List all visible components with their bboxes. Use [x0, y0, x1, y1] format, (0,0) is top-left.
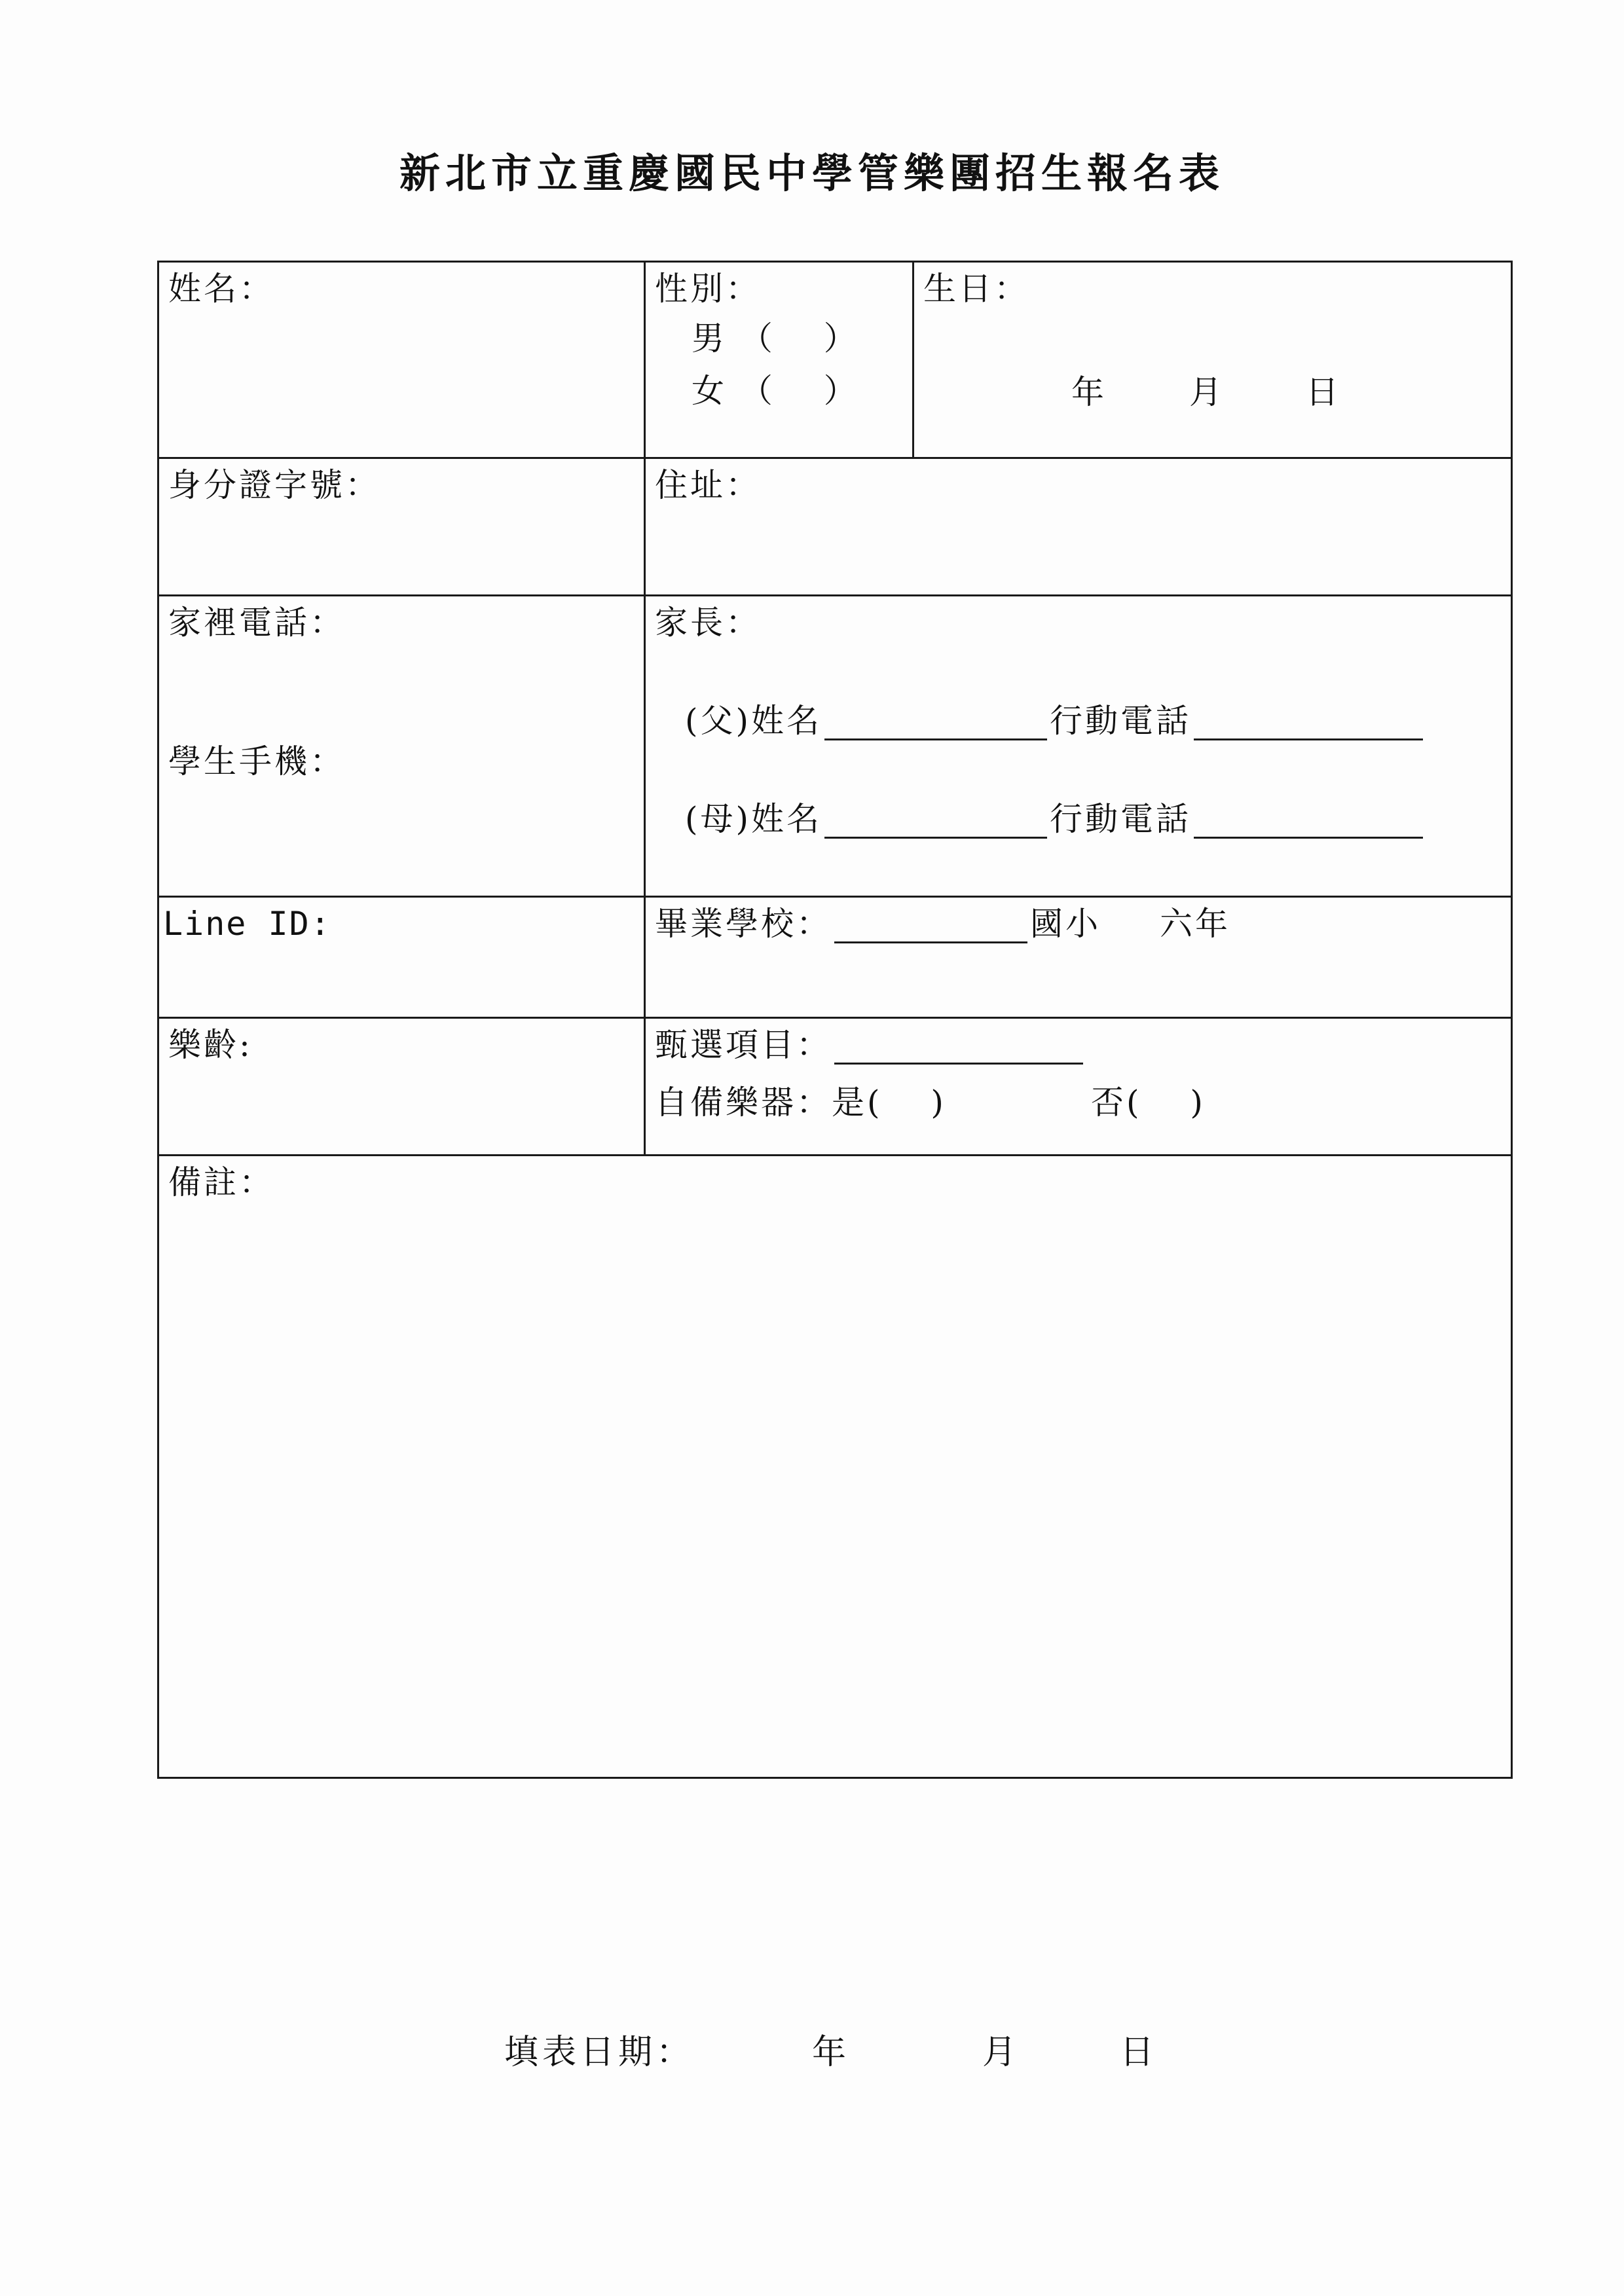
school-line: [655, 904, 1101, 943]
instrument-no-option[interactable]: 否( ): [1091, 1084, 1206, 1121]
registration-form: [157, 261, 1513, 1779]
id-cell[interactable]: [159, 459, 644, 594]
phone-cell: [159, 596, 644, 896]
father-mobile-field[interactable]: [1194, 702, 1423, 740]
row-music: [159, 1019, 1511, 1156]
father-line: [685, 701, 1426, 740]
mother-mobile-label: 行動電話: [1050, 800, 1192, 838]
remarks-cell[interactable]: [159, 1156, 1511, 1777]
name-label: 姓名：: [168, 270, 274, 308]
birthday-day-label: 日: [1306, 373, 1341, 411]
line-id-label: Line ID:: [163, 905, 331, 943]
mother-name-label: (母)姓名: [685, 800, 822, 838]
home-phone-label: 家裡電話：: [168, 604, 345, 642]
fill-date-day: 日: [1120, 2033, 1158, 2072]
audition-label: 甄選項目：: [655, 1026, 832, 1064]
gender-cell: [644, 263, 912, 457]
parent-cell: [644, 596, 1511, 896]
fill-date-year: 年: [812, 2033, 851, 2072]
instrument-yes-option[interactable]: 是( ): [832, 1084, 946, 1121]
music-age-label: 樂齡:: [168, 1026, 253, 1064]
school-suffix: 國小: [1030, 905, 1101, 943]
row-contact: [159, 596, 1511, 898]
mother-name-field[interactable]: [824, 800, 1047, 839]
fill-date-label: 填表日期：: [504, 2033, 695, 2072]
row-id-address: [159, 459, 1511, 596]
name-cell[interactable]: [159, 263, 644, 457]
row-remarks: [159, 1156, 1511, 1777]
music-age-cell[interactable]: [159, 1019, 644, 1154]
gender-female-option[interactable]: 女 （ ）: [692, 372, 859, 410]
father-name-field[interactable]: [824, 702, 1047, 740]
gender-male-option[interactable]: 男 （ ）: [692, 319, 859, 357]
own-instrument-label: 自備樂器：: [655, 1084, 832, 1121]
school-label: 畢業學校：: [655, 905, 832, 943]
school-cell: [644, 898, 1511, 1017]
birthday-cell[interactable]: [912, 263, 1511, 457]
row-line-school: [159, 898, 1511, 1019]
address-cell[interactable]: [644, 459, 1511, 594]
instrument-line: [655, 1083, 946, 1122]
mother-mobile-field[interactable]: [1194, 800, 1423, 839]
line-id-cell[interactable]: [159, 898, 644, 1017]
audition-item-field[interactable]: [834, 1026, 1083, 1065]
address-label: 住址：: [655, 466, 761, 504]
page-title: 新北市立重慶國民中學管樂團招生報名表: [399, 149, 1225, 197]
audition-line: [655, 1025, 1086, 1065]
parent-label: 家長：: [655, 604, 761, 642]
student-mobile-label: 學生手機：: [168, 742, 345, 780]
birthday-year-label: 年: [1071, 373, 1107, 411]
gender-label: 性別：: [655, 270, 761, 308]
fill-date-month: 月: [982, 2033, 1021, 2072]
birthday-month-label: 月: [1189, 373, 1225, 411]
row-basic-info: [159, 263, 1511, 459]
mother-line: [685, 799, 1426, 839]
audition-cell: [644, 1019, 1511, 1154]
birthday-label: 生日：: [923, 270, 1029, 308]
grade-label: 六年: [1160, 905, 1230, 943]
father-mobile-label: 行動電話: [1050, 702, 1192, 740]
father-name-label: (父)姓名: [685, 702, 822, 740]
remarks-label: 備註：: [168, 1163, 274, 1201]
school-name-field[interactable]: [834, 905, 1027, 943]
id-number-label: 身分證字號：: [168, 466, 380, 504]
